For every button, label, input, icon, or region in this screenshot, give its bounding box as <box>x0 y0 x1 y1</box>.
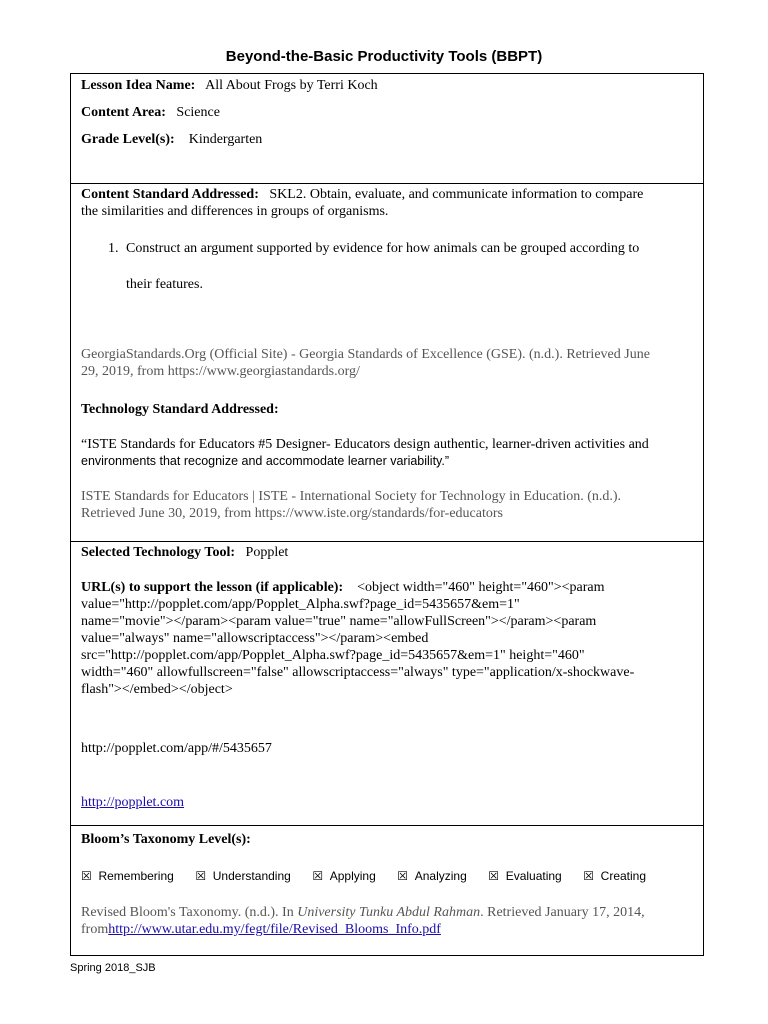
content-standard-row <box>81 186 693 220</box>
iste-citation-line2: Retrieved June 30, 2019, from https://www.iste.org/standards/for-educators <box>81 506 503 521</box>
checked-box-icon: ☒ <box>488 869 500 883</box>
page-title: Beyond-the-Basic Productivity Tools (BBPT) <box>225 48 543 65</box>
iste-citation-line1: ISTE Standards for Educators | ISTE - International Society for Technology in Education. (n.d.). <box>81 489 622 504</box>
content-area-value: Science <box>176 105 220 120</box>
blooms-citation-pre: Revised Bloom's Taxonomy. (n.d.). In <box>81 905 298 920</box>
iste-quote-line1: “ISTE Standards for Educators #5 Designer- Educators design authentic, learner-driven activities and <box>81 437 649 452</box>
grade-level-value: Kindergarten <box>188 132 263 147</box>
embed-line: flash"></embed></object> <box>81 682 233 697</box>
blooms-link[interactable]: http://www.utar.edu.my/fegt/file/Revised_Blooms_Info.pdf <box>108 922 441 937</box>
technology-tool-section <box>70 541 704 826</box>
checkbox-evaluating[interactable] <box>488 868 561 885</box>
url-label: URL(s) to support the lesson (if applicable): <box>81 580 344 595</box>
blooms-citation-post: . Retrieved January 17, 2014, <box>480 905 645 920</box>
iste-citation <box>81 488 693 522</box>
list-item-line1: Construct an argument supported by evidence for how animals can be grouped according to <box>126 241 640 256</box>
tech-standard-label: Technology Standard Addressed: <box>81 402 279 417</box>
checkbox-applying[interactable] <box>312 868 375 885</box>
checkbox-remembering[interactable] <box>81 868 174 885</box>
checkbox-label: Analyzing <box>414 869 467 883</box>
iste-standard-quote <box>81 436 693 470</box>
embed-line: src="http://popplet.com/app/Popplet_Alpha.swf?page_id=5435657&em=1" height="460" <box>81 648 585 663</box>
grade-level-label: Grade Level(s): <box>81 132 175 147</box>
content-standard-value-cont: the similarities and differences in groups of organisms. <box>81 204 389 219</box>
page-footer: Spring 2018_SJB <box>70 962 156 974</box>
checkbox-label: Applying <box>329 869 376 883</box>
checkbox-label: Remembering <box>98 869 174 883</box>
popplet-link-row <box>81 794 693 811</box>
popplet-app-url: http://popplet.com/app/#/5435657 <box>81 741 272 756</box>
tool-label: Selected Technology Tool: <box>81 545 236 560</box>
content-area-row <box>81 104 693 121</box>
blooms-citation <box>81 904 693 938</box>
blooms-citation-italic: University Tunku Abdul Rahman <box>297 905 481 920</box>
checkbox-creating[interactable] <box>583 868 646 885</box>
list-item-number: 1. <box>108 241 119 256</box>
content-standard-label: Content Standard Addressed: <box>81 187 259 202</box>
checkbox-label: Evaluating <box>505 869 562 883</box>
lesson-idea-value: All About Frogs by Terri Koch <box>205 78 378 93</box>
grade-level-row <box>81 131 693 148</box>
lesson-idea-row <box>81 77 693 94</box>
embed-line: width="460" allowfullscreen="false" allowscriptaccess="always" type="application/x-shockwave- <box>81 665 635 680</box>
checked-box-icon: ☒ <box>312 869 324 883</box>
georgia-citation <box>81 346 693 380</box>
georgia-citation-line1: GeorgiaStandards.Org (Official Site) - Georgia Standards of Excellence (GSE). (n.d.). Retrieved June <box>81 347 650 362</box>
georgia-citation-line2: 29, 2019, from https://www.georgiastandards.org/ <box>81 364 360 379</box>
checkbox-analyzing[interactable] <box>397 868 466 885</box>
tool-value: Popplet <box>245 545 289 560</box>
embed-line: <object width="460" height="460"><param <box>357 580 605 595</box>
lesson-idea-label: Lesson Idea Name: <box>81 78 196 93</box>
embed-line: name="movie"></param><param value="true" name="allowFullScreen"></param><param <box>81 614 597 629</box>
standards-section <box>70 183 704 542</box>
content-area-label: Content Area: <box>81 105 166 120</box>
blooms-citation-from: from <box>81 922 109 937</box>
content-standard-value: SKL2. Obtain, evaluate, and communicate information to compare <box>269 187 644 202</box>
embed-code-block <box>81 579 693 698</box>
embed-line: value="http://popplet.com/app/Popplet_Alpha.swf?page_id=5435657&em=1" <box>81 597 520 612</box>
tool-row <box>81 544 693 561</box>
embed-line: value="always" name="allowscriptaccess"></param><embed <box>81 631 429 646</box>
checkbox-label: Understanding <box>212 869 291 883</box>
blooms-section <box>70 825 704 956</box>
blooms-label: Bloom’s Taxonomy Level(s): <box>81 832 251 847</box>
checked-box-icon: ☒ <box>81 869 92 883</box>
checked-box-icon: ☒ <box>583 869 594 883</box>
iste-quote-line2: environments that recognize and accommodate learner variability.” <box>81 454 450 468</box>
checked-box-icon: ☒ <box>397 869 409 883</box>
popplet-link[interactable]: http://popplet.com <box>81 795 185 810</box>
blooms-checkbox-row <box>81 868 693 885</box>
checked-box-icon: ☒ <box>195 869 207 883</box>
checkbox-understanding[interactable] <box>195 868 291 885</box>
list-item-line2: their features. <box>126 277 203 292</box>
checkbox-label: Creating <box>600 869 647 883</box>
lesson-info-section <box>70 73 704 184</box>
